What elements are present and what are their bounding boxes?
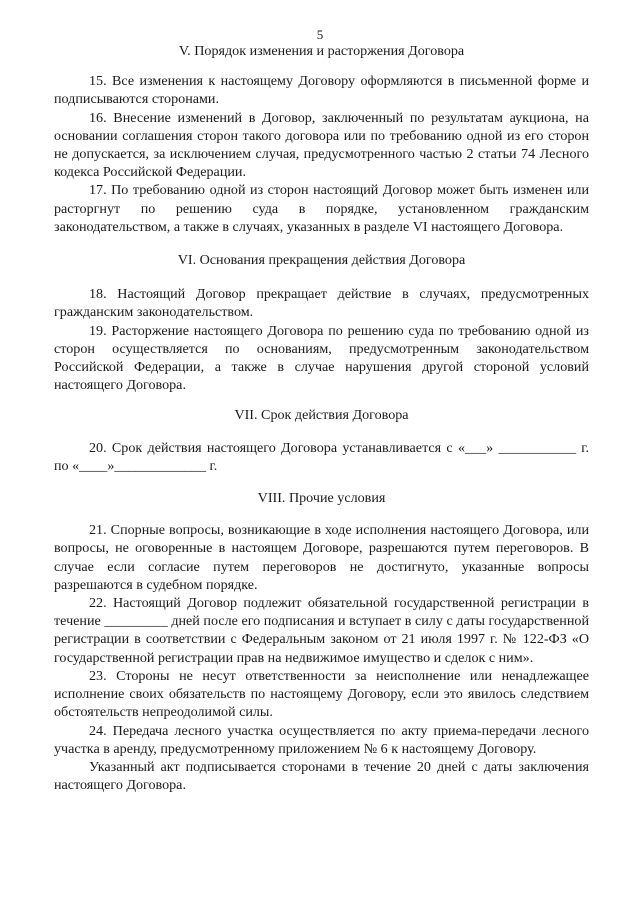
section-heading-v: V. Порядок изменения и расторжения Договора	[178, 43, 465, 59]
clause-24: 24. Передача лесного участка осуществляется по акту приема-передачи лесного участка в аренду, предусмотренному приложением № 6 к настоящему Договору.	[54, 722, 589, 757]
document-body	[54, 42, 589, 794]
clause-22: 22. Настоящий Договор подлежит обязательной государственной регистрации в течение _________ дней после его подписания и вступает в силу с даты государственной регистрации в соответствии с Федеральным законом от 21 июля 1997 г. № 122-ФЗ «О государственной регистрации прав на недвижимое имущество и сделок с ним».	[54, 595, 589, 666]
section-heading-viii: VIII. Прочие условия	[257, 490, 386, 507]
clause-16: 16. Внесение изменений в Договор, заключенный по результатам аукциона, на основании соглашения сторон такого договора или по требованию одной из его сторон не допускается, за исключением случая, предусмотренного частью 2 статьи 74 Лесного кодекса Российской Федерации.	[54, 109, 589, 181]
clause-24-act-signing: Указанный акт подписывается сторонами в течение 20 дней с даты заключения настоящего Договора.	[54, 758, 589, 794]
section-heading-vii: VII. Срок действия Договора	[234, 407, 409, 424]
clause-18: 18. Настоящий Договор прекращает действие в случаях, предусмотренных гражданским законодательством.	[54, 286, 589, 321]
page-number: 5	[316, 27, 324, 42]
clause-17: 17. По требованию одной из сторон настоящий Договор может быть изменен или расторгнут по решению суда в порядке, установленном гражданским законодательством, а также в случаях, указанных в разделе VI настоящего Договора.	[54, 182, 589, 235]
clause-15: 15. Все изменения к настоящему Договору оформляются в письменной форме и подписываются сторонами.	[54, 73, 589, 108]
clause-20: 20. Срок действия настоящего Договора устанавливается с «___» ___________ г. по «____»_____________ г.	[54, 439, 589, 474]
clause-19: 19. Расторжение настоящего Договора по решению суда по требованию одной из сторон осуществляется по основаниям, предусмотренным законодательством Российской Федерации, а также в случае нарушения другой стороной условий настоящего Договора.	[54, 322, 589, 394]
clause-21: 21. Спорные вопросы, возникающие в ходе исполнения настоящего Договора, или вопросы, не оговоренные в настоящем Договоре, разрешаются путем переговоров. В случае если согласие путем переговоров не достигнуто, указанные вопросы разрешаются в судебном порядке.	[54, 522, 589, 593]
clause-23: 23. Стороны не несут ответственности за неисполнение или ненадлежащее исполнение своих обязательств по настоящему Договору, если это явилось следствием обстоятельств непреодолимой силы.	[54, 667, 589, 721]
section-heading-vi: VI. Основания прекращения действия Договора	[177, 252, 466, 269]
